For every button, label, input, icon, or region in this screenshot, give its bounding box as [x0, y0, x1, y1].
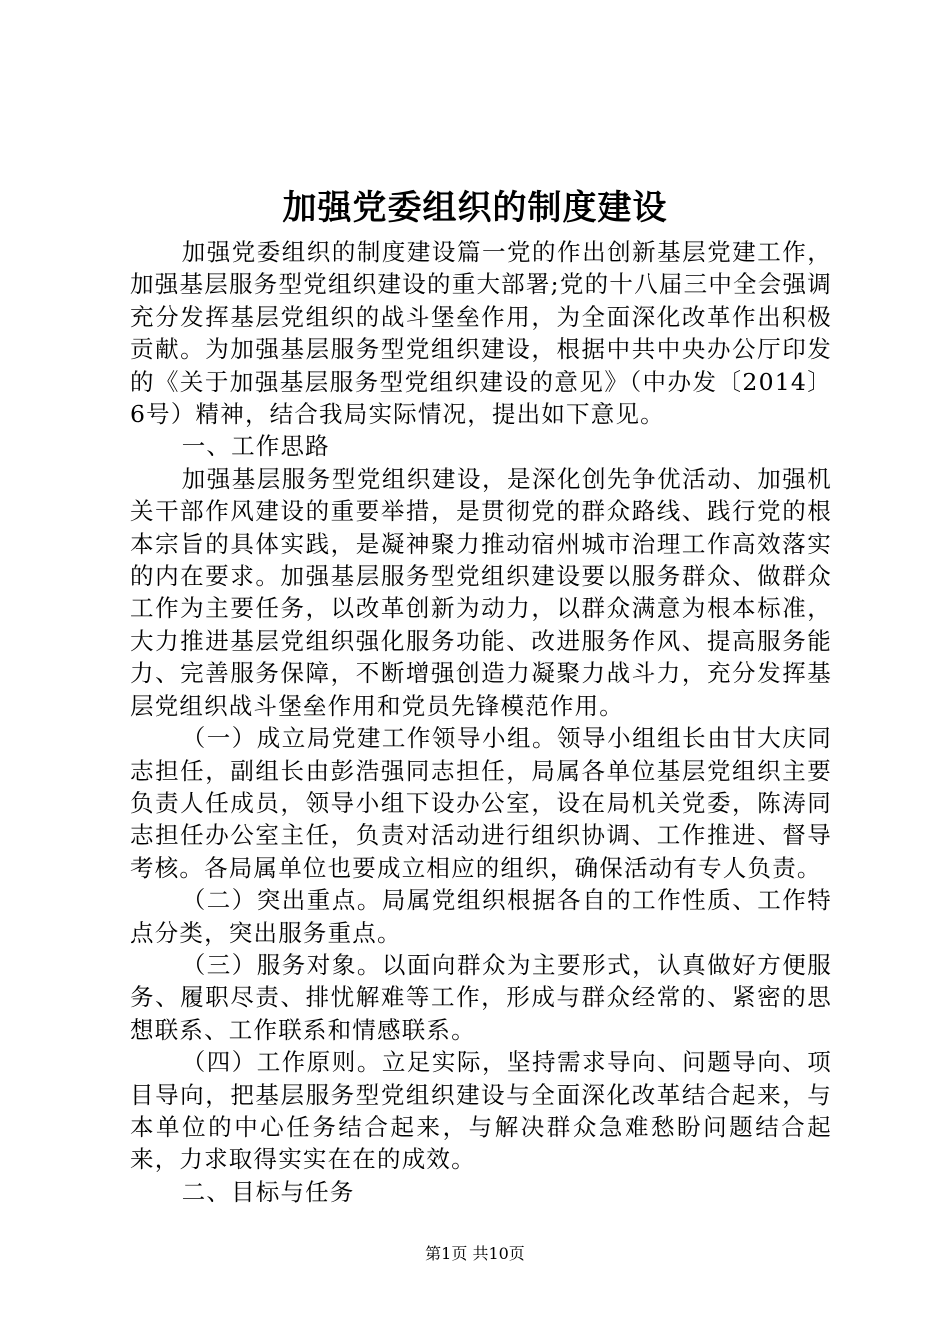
paragraph-intro: 加强党委组织的制度建设篇一党的作出创新基层党建工作，加强基层服务型党组织建设的重大部署;党的十八届三中全会强调充分发挥基层党组织的战斗堡垒作用，为全面深化改革作出积极贡献。为加强基层服务型党组织建设，根据中共中央办公厅印发的《关于加强基层服务型党组织建设的意见》（中办发〔2014〕6号）精神，结合我局实际情况，提出如下意见。: [130, 238, 832, 429]
paragraph-leadership-group: （一）成立局党建工作领导小组。领导小组组长由甘大庆同志担任，副组长由彭浩强同志担任，局属各单位基层党组织主要负责人任成员，领导小组下设办公室，设在局机关党委，陈涛同志担任办公室主任，负责对活动进行组织协调、工作推进、督导考核。各局属单位也要成立相应的组织，确保活动有专人负责。: [130, 724, 832, 882]
section-heading-work-approach: 一、工作思路: [181, 432, 330, 461]
paragraph-work-approach: 加强基层服务型党组织建设，是深化创先争优活动、加强机关干部作风建设的重要举措，是贯彻党的群众路线、践行党的根本宗旨的具体实践，是凝神聚力推动宿州城市治理工作高效落实的内在要求。加强基层服务型党组织建设要以服务群众、做群众工作为主要任务，以改革创新为动力，以群众满意为根本标准，大力推进基层党组织强化服务功能、改进服务作风、提高服务能力、完善服务保障，不断增强创造力凝聚力战斗力，充分发挥基层党组织战斗堡垒作用和党员先锋模范作用。: [130, 464, 832, 720]
paragraph-service-targets: （三）服务对象。以面向群众为主要形式，认真做好方便服务、履职尽责、排忧解难等工作，形成与群众经常的、紧密的思想联系、工作联系和情感联系。: [130, 950, 832, 1044]
paragraph-work-principles: （四）工作原则。立足实际，坚持需求导向、问题导向、项目导向，把基层服务型党组织建设与全面深化改革结合起来，与本单位的中心任务结合起来，与解决群众急难愁盼问题结合起来，力求取得实实在在的成效。: [130, 1048, 832, 1174]
paragraph-key-points: （二）突出重点。局属党组织根据各自的工作性质、工作特点分类，突出服务重点。: [130, 886, 832, 947]
page-number-footer: 第1页 共10页: [425, 1244, 525, 1263]
document-title: 加强党委组织的制度建设: [282, 188, 668, 228]
document-body: [130, 236, 832, 1208]
section-heading-goals-tasks: 二、目标与任务: [181, 1177, 355, 1206]
